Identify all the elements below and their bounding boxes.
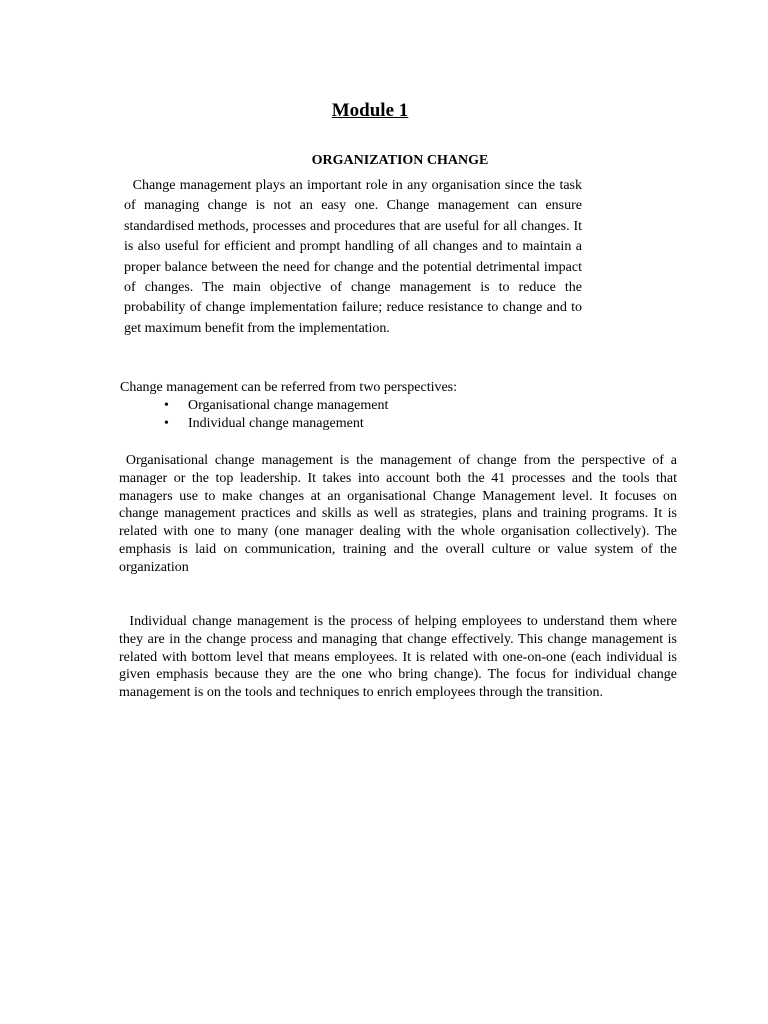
intro-paragraph: Change management plays an important role in any organisation since the task of managing change is not an easy one. Change management can ensure standardised methods, processes and procedures that are useful for all changes. It is also useful for efficient and prompt handling of all changes and to maintain a proper balance between the need for change and the potential detrimental impact of changes. The main objective of change management is to reduce the probability of change implementation failure; reduce resistance to change and to get maximum benefit from the implementation.	[124, 178, 582, 336]
organisational-paragraph: Organisational change management is the management of change from the perspective of a manager or the top leadership. It takes into account both the 41 processes and the tools that managers use to make changes at an organisational Change Management level. It focuses on change management practices and skills as well as strategies, plans and training programs. It is related with one to many (one manager dealing with the whole organisation collectively). The emphasis is laid on communication, training and the overall culture or value system of the organization	[119, 453, 677, 575]
section-heading: ORGANIZATION CHANGE	[311, 153, 489, 168]
list-item-label: Individual change management	[188, 416, 364, 431]
individual-paragraph: Individual change management is the process of helping employees to understand them where they are in the change process and managing that change effectively. This change management is related with bottom level that means employees. It is related with one-on-one (each individual is given emphasis because they are the one who bring change). The focus for individual change management is on the tools and techniques to enrich employees through the transition.	[119, 614, 677, 701]
list-item	[120, 415, 640, 433]
module-title: Module 1	[331, 100, 409, 121]
perspectives-list	[120, 397, 640, 433]
perspectives-intro: Change management can be referred from two perspectives:	[120, 380, 458, 395]
list-item	[120, 397, 640, 415]
list-item-label: Organisational change management	[188, 398, 389, 413]
bullet-icon: •	[164, 416, 169, 431]
bullet-icon: •	[164, 398, 169, 413]
